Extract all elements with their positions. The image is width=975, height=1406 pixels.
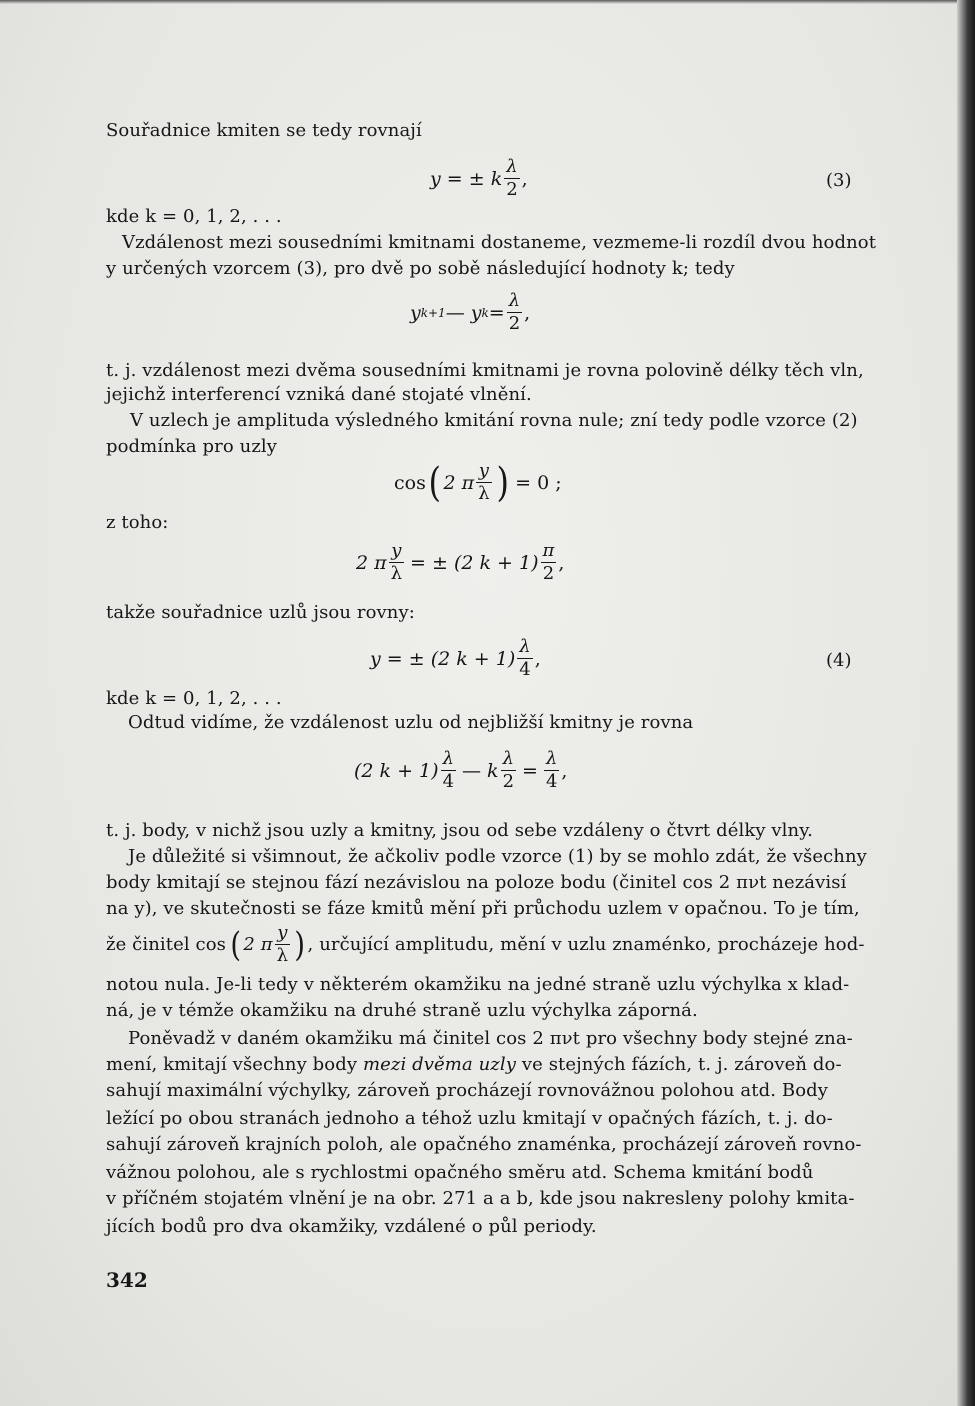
scan-edge-right [957, 0, 975, 1406]
text-line: vážnou polohou, ale s rychlostmi opačného směru atd. Schema kmitání bodů [106, 1162, 814, 1183]
text-line: notou nula. Je-li tedy v některém okamžiku na jedné straně uzlu výchylka x klad- [106, 974, 850, 995]
text-line: jejichž interferencí vzniká dané stojaté vlnění. [106, 384, 532, 405]
fraction: $\frac{\lambda}{4}$ [442, 748, 455, 792]
equation-number: (3) [826, 170, 852, 191]
text-line: Je důležité si všimnout, že ačkoliv podle vzorce (1) by se mohlo zdát, že všechny [128, 846, 867, 867]
equation-difference: y k+1 — y k = $\frac{\lambda}{2}$ , [410, 290, 531, 334]
fraction: $\frac{y}{\lambda}$ [390, 540, 403, 584]
text-line: jících bodů pro dva okamžiky, vzdálené o půl periody. [106, 1216, 597, 1237]
equation-distance: (2 k + 1) $\frac{\lambda}{4}$ — k $\frac{\lambda}{2}$ = $\frac{\lambda}{4}$ , [354, 748, 568, 792]
text-line-with-math: že činitel cos ( 2 π $\frac{y}{\lambda}$ ) , určující amplitudu, mění v uzlu znaménko, procházeje hod- [106, 922, 865, 966]
text-line: t. j. vzdálenost mezi dvěma sousedními kmitnami je rovna polovině délky těch vln, [106, 360, 864, 381]
fraction: $\frac{\lambda}{2}$ [506, 156, 518, 200]
text-line: V uzlech je amplituda výsledného kmitání rovna nule; zní tedy podle vzorce (2) [130, 410, 858, 431]
text-line: Poněvadž v daném okamžiku má činitel cos 2 πνt pro všechny body stejné zna- [128, 1028, 853, 1049]
fraction: $\frac{\lambda}{2}$ [502, 748, 515, 792]
fraction: $\frac{\pi}{2}$ [542, 540, 555, 584]
fraction: $\frac{y}{\lambda}$ [478, 460, 490, 504]
fraction: $\frac{\lambda}{2}$ [508, 290, 521, 334]
equation-3: y = ± k $\frac{\lambda}{2}$ , [430, 156, 528, 200]
text-line: Odtud vidíme, že vzdálenost uzlu od nejbližší kmitny je rovna [128, 712, 694, 733]
text-line: sahují zároveň krajních poloh, ale opačného znaménka, procházejí zároveň rovno- [106, 1134, 862, 1155]
equation-4: y = ± (2 k + 1) $\frac{\lambda}{4}$ , [370, 636, 541, 680]
text-line: na y), ve skutečnosti se fáze kmitů mění při průchodu uzlem v opačnou. To je tím, [106, 898, 860, 919]
text-line: body kmitají se stejnou fází nezávislou na poloze bodu (činitel cos 2 πνt nezávisí [106, 872, 847, 893]
equation-solution: 2 π $\frac{y}{\lambda}$ = ± (2 k + 1) $\frac{\pi}{2}$ , [356, 540, 565, 584]
page-number: 342 [106, 1268, 148, 1292]
equation-number: (4) [826, 650, 852, 671]
text-line: z toho: [106, 512, 169, 533]
text-line: ná, je v témže okamžiku na druhé straně uzlu výchylka záporná. [106, 1000, 698, 1021]
text-line: kde k = 0, 1, 2, . . . [106, 688, 282, 709]
text-line: takže souřadnice uzlů jsou rovny: [106, 602, 415, 623]
text-line: podmínka pro uzly [106, 436, 278, 457]
fraction: $\frac{\lambda}{4}$ [519, 636, 531, 680]
text-line: ležící po obou stranách jednoho a téhož uzlu kmitají v opačných fázích, t. j. do- [106, 1108, 833, 1129]
text-line: sahují maximální výchylky, zároveň procházejí rovnovážnou polohou atd. Body [106, 1080, 829, 1101]
scan-edge-top [0, 0, 975, 4]
equation-cos: cos ( 2 π $\frac{y}{\lambda}$ ) = 0 ; [394, 459, 562, 506]
text-line: t. j. body, v nichž jsou uzly a kmitny, jsou od sebe vzdáleny o čtvrt délky vlny. [106, 820, 813, 841]
text-line: mení, kmitají všechny body mezi dvěma uzly ve stejných fázích, t. j. zároveň do- [106, 1054, 842, 1075]
text-line: v příčném stojatém vlnění je na obr. 271 a a b, kde jsou nakresleny polohy kmita- [106, 1188, 855, 1209]
text-line: Vzdálenost mezi sousedními kmitnami dostaneme, vezmeme-li rozdíl dvou hodnot [122, 232, 877, 253]
text-line: kde k = 0, 1, 2, . . . [106, 206, 282, 227]
fraction: $\frac{\lambda}{4}$ [545, 748, 558, 792]
text-line: y určených vzorcem (3), pro dvě po sobě následující hodnoty k; tedy [106, 258, 735, 279]
text-line: Souřadnice kmiten se tedy rovnají [106, 120, 422, 141]
fraction: $\frac{y}{\lambda}$ [276, 922, 289, 966]
